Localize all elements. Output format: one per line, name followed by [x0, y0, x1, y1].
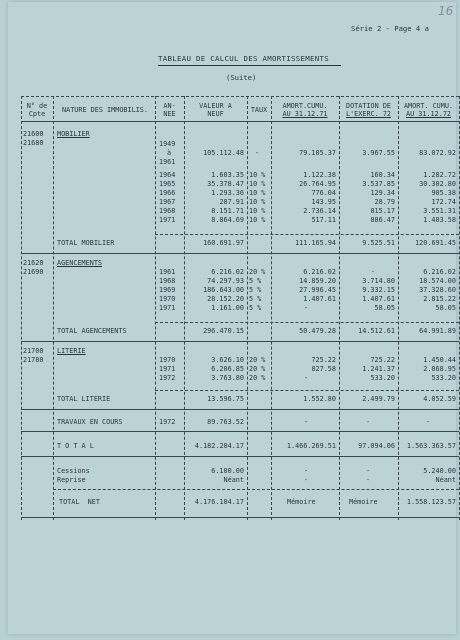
- row-line: [21, 456, 459, 457]
- amort71-cell: 27.996.45: [299, 286, 336, 294]
- valeur-cell: 28.152.20: [207, 295, 244, 303]
- dotation-cell: 3.967.55: [362, 149, 395, 157]
- total-net-label: TOTAL NET: [59, 498, 100, 506]
- row-line: [155, 390, 459, 391]
- taux-cell: 10 %: [249, 207, 266, 215]
- amort71-cell: 143.95: [311, 198, 336, 206]
- total-label: TOTAL LITERIE: [57, 395, 111, 403]
- dotation-cell: Mémoire: [349, 498, 378, 506]
- amort71-cell: 1.552.80: [303, 395, 336, 403]
- year-cell: 1970: [159, 356, 176, 364]
- taux-cell: 20 %: [249, 356, 266, 364]
- dotation-cell: 97.094.06: [358, 442, 395, 450]
- total-label: TOTAL AGENCEMENTS: [57, 327, 127, 335]
- amort72-cell: 2.068.95: [423, 365, 456, 373]
- row-line: [21, 431, 459, 432]
- valeur-cell: 105.112.48: [203, 149, 244, 157]
- amort72-cell: 1.403.58: [423, 216, 456, 224]
- amort72-cell: 1.558.123.57: [406, 498, 456, 506]
- year-cell: 1971: [159, 365, 176, 373]
- row-line: [21, 121, 459, 122]
- amort72-cell: 58.05: [435, 304, 456, 312]
- row-line: [21, 517, 459, 518]
- header-amort-cumu-71: AMORT.CUMU. AU 31.12.71: [282, 102, 328, 118]
- header-taux: TAUX: [250, 106, 268, 114]
- year-cell: 1972: [159, 418, 176, 426]
- dotation-cell: 28.79: [374, 198, 395, 206]
- header-dotation-72: DOTATION DE L'EXERC. 72: [345, 102, 391, 118]
- year-cell: 1967: [159, 198, 176, 206]
- dotation-cell: 58.05: [374, 304, 395, 312]
- amort72-cell: Néant: [435, 476, 456, 484]
- dotation-cell: -: [366, 418, 371, 426]
- dotation-cell: 129.34: [370, 189, 395, 197]
- year-cell: 1971: [159, 304, 176, 312]
- amort72-cell: 905.38: [431, 189, 456, 197]
- taux-cell: 10 %: [249, 171, 266, 179]
- valeur-cell: 287.91: [219, 198, 244, 206]
- header-compte: N° de Cpte: [26, 102, 48, 118]
- amort71-cell: Mémoire: [287, 498, 316, 506]
- amortization-table: [21, 96, 459, 520]
- account-number: 21620: [23, 259, 44, 267]
- year-cell: 1972: [159, 374, 176, 382]
- dotation-cell: 533.20: [370, 374, 395, 382]
- amort71-cell: 50.479.28: [299, 327, 336, 335]
- taux-cell: 10 %: [249, 216, 266, 224]
- year-cell: 1961: [159, 158, 176, 166]
- dotation-cell: 2.499.79: [362, 395, 395, 403]
- valeur-cell: 13.596.75: [207, 395, 244, 403]
- year-cell: 1965: [159, 180, 176, 188]
- amort71-cell: 776.04: [311, 189, 336, 197]
- amort72-cell: 120.691.45: [415, 239, 456, 247]
- series-label: Série 2 - Page 4 a: [351, 24, 429, 33]
- row-line: [21, 96, 459, 97]
- valeur-cell: 1.603.35: [211, 171, 244, 179]
- amort71-cell: -: [304, 374, 309, 382]
- valeur-cell: 6.206.85: [211, 365, 244, 373]
- taux-cell: 10 %: [249, 198, 266, 206]
- page-title: TABLEAU DE CALCUL DES AMORTISSEMENTS: [158, 54, 329, 63]
- year-cell: 1961: [159, 268, 176, 276]
- amort71-cell: 14.859.20: [299, 277, 336, 285]
- taux-cell: 5 %: [249, 277, 262, 285]
- year-cell: 1966: [159, 189, 176, 197]
- valeur-cell: 35.378.47: [207, 180, 244, 188]
- valeur-cell: 186.643.00: [203, 286, 244, 294]
- account-number: 21680: [23, 139, 44, 147]
- dotation-cell: 14.512.61: [358, 327, 395, 335]
- row-line: [155, 234, 459, 235]
- amort72-cell: 1.563.363.57: [406, 442, 456, 450]
- dotation-cell: 1.407.61: [362, 295, 395, 303]
- account-number: 21600: [23, 130, 44, 138]
- valeur-cell: 3.626.10: [211, 356, 244, 364]
- valeur-cell: Néant: [223, 476, 244, 484]
- header-nature: NATURE DES IMMOBILIS.: [62, 106, 148, 114]
- valeur-cell: 296.470.15: [203, 327, 244, 335]
- taux-cell: 20 %: [249, 268, 266, 276]
- row-line: [53, 489, 459, 490]
- amort71-cell: 26.764.95: [299, 180, 336, 188]
- amort72-cell: 83.072.92: [419, 149, 456, 157]
- valeur-cell: 8.864.69: [211, 216, 244, 224]
- amort72-cell: 1.282.72: [423, 171, 456, 179]
- amort72-cell: 37.328.60: [419, 286, 456, 294]
- total-label: TOTAL MOBILIER: [57, 239, 115, 247]
- amort71-cell: -: [304, 467, 309, 475]
- dotation-cell: -: [366, 467, 371, 475]
- taux-cell: 10 %: [249, 189, 266, 197]
- amort72-cell: 533.20: [431, 374, 456, 382]
- valeur-cell: 1.161.00: [211, 304, 244, 312]
- reprise-label: Reprise: [57, 476, 86, 484]
- valeur-cell: 160.691.97: [203, 239, 244, 247]
- dotation-cell: 886.47: [370, 216, 395, 224]
- amort71-cell: 725.22: [311, 356, 336, 364]
- amort72-cell: 2.815.22: [423, 295, 456, 303]
- amort71-cell: 517.11: [311, 216, 336, 224]
- amort72-cell: 18.574.00: [419, 277, 456, 285]
- year-cell: 1968: [159, 207, 176, 215]
- year-cell: 1964: [159, 171, 176, 179]
- title-underline: [158, 65, 341, 66]
- dotation-cell: 1.241.37: [362, 365, 395, 373]
- valeur-cell: 8.151.71: [211, 207, 244, 215]
- amort72-cell: 5.240.00: [423, 467, 456, 475]
- amort71-cell: 6.216.02: [303, 268, 336, 276]
- taux-cell: 5 %: [249, 286, 262, 294]
- dotation-cell: 3.537.85: [362, 180, 395, 188]
- year-cell: à: [167, 149, 172, 157]
- valeur-cell: 3.763.80: [211, 374, 244, 382]
- account-number: 21780: [23, 356, 44, 364]
- dotation-cell: 9.332.15: [362, 286, 395, 294]
- amort71-cell: -: [304, 304, 309, 312]
- header-amort-cumu-72: AMORT. CUMU. AU 31.12.72: [403, 102, 454, 118]
- amort72-cell: 64.991.89: [419, 327, 456, 335]
- amort72-cell: 1.450.44: [423, 356, 456, 364]
- dotation-cell: 725.22: [370, 356, 395, 364]
- valeur-cell: 6.100.00: [211, 467, 244, 475]
- row-line: [21, 253, 459, 254]
- year-cell: 1949: [159, 140, 176, 148]
- amort71-cell: 827.58: [311, 365, 336, 373]
- header-annee: AN- NEE: [163, 102, 176, 118]
- dotation-cell: -: [371, 268, 376, 276]
- valeur-cell: 6.216.02: [211, 268, 244, 276]
- year-cell: 1971: [159, 216, 176, 224]
- amort72-cell: 4.052.59: [423, 395, 456, 403]
- amort72-cell: 172.74: [431, 198, 456, 206]
- amort71-cell: 1.122.38: [303, 171, 336, 179]
- amort71-cell: -: [304, 418, 309, 426]
- year-cell: 1970: [159, 295, 176, 303]
- amort72-cell: 3.551.31: [423, 207, 456, 215]
- valeur-cell: 89.763.52: [207, 418, 244, 426]
- dotation-cell: 3.714.80: [362, 277, 395, 285]
- valeur-cell: 4.182.204.17: [194, 442, 244, 450]
- amort71-cell: 79.105.37: [299, 149, 336, 157]
- year-cell: 1968: [159, 277, 176, 285]
- taux-cell: 5 %: [249, 295, 262, 303]
- taux-cell: -: [255, 149, 260, 157]
- amort72-cell: 30.302.80: [419, 180, 456, 188]
- row-line: [21, 409, 459, 410]
- row-line: [21, 341, 459, 342]
- section-label-agencements: AGENCEMENTS: [57, 259, 103, 267]
- amort72-cell: 6.216.02: [423, 268, 456, 276]
- travaux-label: TRAVAUX EN COURS: [57, 418, 123, 426]
- handwritten-page-number: 16: [438, 4, 454, 18]
- grand-total-label: T O T A L: [57, 442, 94, 450]
- amort71-cell: 1.407.61: [303, 295, 336, 303]
- dotation-cell: 160.34: [370, 171, 395, 179]
- amort71-cell: 1.466.269.51: [286, 442, 336, 450]
- dotation-cell: 9.525.51: [362, 239, 395, 247]
- valeur-cell: 4.176.104.17: [194, 498, 244, 506]
- section-label-mobilier: MOBILIER: [57, 130, 90, 138]
- dotation-cell: 815.17: [370, 207, 395, 215]
- row-line: [155, 322, 459, 323]
- amort72-cell: -: [426, 418, 431, 426]
- amort71-cell: 2.736.14: [303, 207, 336, 215]
- account-number: 21700: [23, 347, 44, 355]
- page-subtitle: (Suite): [226, 73, 257, 82]
- taux-cell: 10 %: [249, 180, 266, 188]
- document-page: [8, 2, 456, 634]
- amort71-cell: -: [304, 476, 309, 484]
- taux-cell: 20 %: [249, 365, 266, 373]
- valeur-cell: 74.297.93: [207, 277, 244, 285]
- header-valeur: VALEUR A NEUF: [199, 102, 232, 118]
- valeur-cell: 1.293.36: [211, 189, 244, 197]
- amort71-cell: 111.165.94: [295, 239, 336, 247]
- year-cell: 1969: [159, 286, 176, 294]
- dotation-cell: -: [366, 476, 371, 484]
- taux-cell: 20 %: [249, 374, 266, 382]
- taux-cell: 5 %: [249, 304, 262, 312]
- account-number: 21690: [23, 268, 44, 276]
- cessions-label: Cessions: [57, 467, 90, 475]
- section-label-literie: LITERIE: [57, 347, 86, 355]
